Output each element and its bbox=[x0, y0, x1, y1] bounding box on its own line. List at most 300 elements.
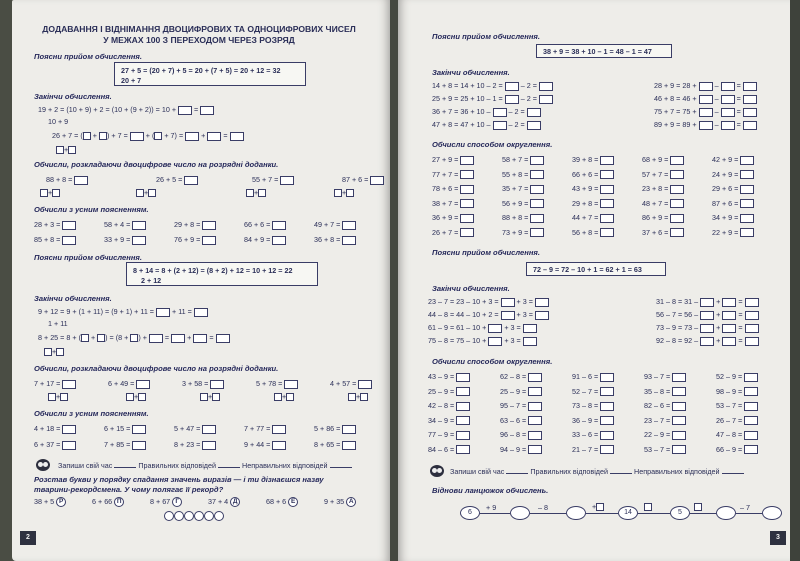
answer-box[interactable] bbox=[694, 503, 702, 511]
answer-box[interactable] bbox=[528, 402, 542, 411]
answer-box[interactable] bbox=[456, 387, 470, 396]
answer-box[interactable] bbox=[528, 387, 542, 396]
answer-box[interactable] bbox=[644, 503, 652, 511]
answer-box[interactable] bbox=[600, 387, 614, 396]
answer-box[interactable] bbox=[207, 132, 221, 141]
answer-box[interactable] bbox=[672, 402, 686, 411]
exercise-item bbox=[644, 445, 686, 455]
exercise-item bbox=[314, 440, 356, 450]
exercise-expr: 8 + 65 = bbox=[314, 440, 341, 449]
instruction-decompose-2: Обчисли, розкладаючи двоцифрове число на розрядні доданки. bbox=[34, 364, 279, 373]
answer-box[interactable] bbox=[670, 199, 684, 208]
answer-box[interactable] bbox=[488, 337, 502, 346]
answer-box[interactable] bbox=[700, 337, 714, 346]
exercise-expr: 42 + 9 = bbox=[712, 155, 739, 164]
exercise-item: 75 – 8 = 75 – 10 + + 3 = bbox=[428, 336, 537, 346]
puzzle-item bbox=[150, 497, 182, 507]
answer-box[interactable] bbox=[132, 441, 146, 450]
chain-arrow bbox=[638, 513, 670, 514]
answer-box[interactable] bbox=[530, 199, 544, 208]
exercise-expr: 42 – 8 = bbox=[428, 401, 455, 410]
answer-box[interactable] bbox=[126, 393, 134, 401]
exercise-item bbox=[500, 387, 542, 397]
answer-box[interactable] bbox=[530, 214, 544, 223]
decompose-split-row: + bbox=[40, 188, 60, 197]
answer-box[interactable] bbox=[156, 308, 170, 317]
answer-box[interactable] bbox=[56, 146, 64, 154]
answer-box[interactable] bbox=[194, 308, 208, 317]
answer-line[interactable] bbox=[610, 467, 632, 474]
decompose-split-row: + bbox=[48, 392, 68, 401]
answer-box[interactable] bbox=[501, 311, 515, 320]
answer-box[interactable] bbox=[212, 393, 220, 401]
answer-box[interactable] bbox=[527, 121, 541, 130]
answer-box[interactable] bbox=[745, 337, 759, 346]
chain-node[interactable] bbox=[566, 506, 586, 520]
answer-box[interactable] bbox=[81, 334, 89, 342]
exercise-expr: 36 + 8 = bbox=[314, 235, 341, 244]
answer-box[interactable] bbox=[596, 503, 604, 511]
exercise-expr: 31 – 8 = 31 – bbox=[656, 297, 699, 306]
answer-box[interactable] bbox=[721, 95, 735, 104]
answer-box[interactable] bbox=[62, 441, 76, 450]
answer-line[interactable] bbox=[330, 461, 352, 468]
answer-box[interactable] bbox=[360, 393, 368, 401]
answer-box[interactable] bbox=[132, 236, 146, 245]
answer-box[interactable] bbox=[740, 214, 754, 223]
answer-box[interactable] bbox=[600, 199, 614, 208]
exercise-item bbox=[500, 372, 542, 382]
exercise-item bbox=[572, 372, 614, 382]
answer-box[interactable] bbox=[672, 387, 686, 396]
exercise-item bbox=[174, 235, 216, 245]
exercise-item bbox=[108, 379, 150, 389]
answer-box[interactable] bbox=[745, 298, 759, 307]
answer-box[interactable] bbox=[600, 445, 614, 454]
answer-box[interactable] bbox=[149, 334, 163, 343]
answer-box[interactable] bbox=[505, 95, 519, 104]
example-split: 20 + 7 bbox=[121, 76, 142, 85]
answer-box[interactable] bbox=[358, 380, 372, 389]
example-frame-2 bbox=[126, 262, 318, 286]
instruction-explain: Поясни прийом обчислення. bbox=[34, 52, 142, 61]
puzzle-letter: Р bbox=[56, 497, 66, 507]
answer-box[interactable] bbox=[272, 441, 286, 450]
chain-node[interactable] bbox=[510, 506, 530, 520]
answer-line[interactable] bbox=[218, 461, 240, 468]
answer-box[interactable] bbox=[670, 170, 684, 179]
answer-box[interactable] bbox=[258, 189, 266, 197]
puzzle-expr: 9 + 35 bbox=[324, 497, 345, 506]
answer-box[interactable] bbox=[539, 95, 553, 104]
answer-box[interactable] bbox=[74, 176, 88, 185]
answer-box[interactable] bbox=[600, 431, 614, 440]
chain-node[interactable] bbox=[716, 506, 736, 520]
answer-box[interactable] bbox=[460, 214, 474, 223]
answer-box[interactable] bbox=[744, 416, 758, 425]
exercise-expr: 22 – 9 = bbox=[644, 430, 671, 439]
answer-box[interactable] bbox=[456, 445, 470, 454]
answer-box[interactable] bbox=[488, 324, 502, 333]
exercise-item bbox=[104, 424, 146, 434]
answer-box[interactable] bbox=[600, 214, 614, 223]
answer-box[interactable] bbox=[284, 380, 298, 389]
page-number: 3 bbox=[770, 531, 786, 545]
answer-box[interactable] bbox=[600, 156, 614, 165]
answer-box[interactable] bbox=[68, 146, 76, 154]
exercise-item bbox=[716, 387, 758, 397]
puzzle-letter: Е bbox=[288, 497, 298, 507]
answer-box[interactable] bbox=[460, 199, 474, 208]
answer-box[interactable] bbox=[178, 106, 192, 115]
exercise-item bbox=[642, 155, 684, 165]
answer-circle[interactable] bbox=[174, 511, 184, 521]
record-label: Запиши свій час bbox=[450, 467, 505, 476]
answer-box[interactable] bbox=[342, 236, 356, 245]
answer-box[interactable] bbox=[600, 373, 614, 382]
puzzle-letter: П bbox=[114, 497, 124, 507]
answer-box[interactable] bbox=[60, 393, 68, 401]
answer-box[interactable] bbox=[272, 425, 286, 434]
answer-box[interactable] bbox=[721, 121, 735, 130]
answer-line[interactable] bbox=[506, 467, 528, 474]
answer-box[interactable] bbox=[528, 445, 542, 454]
exercise-expr: 5 + 47 = bbox=[174, 424, 201, 433]
exercise-expr: 78 + 6 = bbox=[432, 184, 459, 193]
answer-box[interactable] bbox=[493, 121, 507, 130]
answer-box[interactable] bbox=[670, 214, 684, 223]
answer-box[interactable] bbox=[171, 334, 185, 343]
exercise-item bbox=[572, 445, 614, 455]
answer-box[interactable] bbox=[744, 402, 758, 411]
answer-box[interactable] bbox=[200, 393, 208, 401]
answer-circle[interactable] bbox=[184, 511, 194, 521]
answer-box[interactable] bbox=[346, 189, 354, 197]
answer-line[interactable] bbox=[722, 467, 744, 474]
answer-box[interactable] bbox=[530, 156, 544, 165]
answer-box[interactable] bbox=[670, 185, 684, 194]
answer-box[interactable] bbox=[97, 334, 105, 342]
answer-box[interactable] bbox=[460, 185, 474, 194]
correct-label: Правильних відповідей bbox=[530, 467, 609, 476]
exercise-expr: 29 + 8 = bbox=[572, 198, 599, 208]
exercise-item bbox=[502, 184, 544, 194]
answer-box[interactable] bbox=[83, 132, 91, 140]
exercise-item bbox=[572, 387, 614, 397]
answer-box[interactable] bbox=[272, 221, 286, 230]
exercise-expr: 52 – 7 = bbox=[572, 386, 599, 396]
answer-box[interactable] bbox=[202, 425, 216, 434]
exercise-item bbox=[244, 220, 286, 230]
exercise-item: 75 + 7 = 75 + – = bbox=[654, 107, 757, 117]
answer-box[interactable] bbox=[202, 236, 216, 245]
answer-box[interactable] bbox=[672, 431, 686, 440]
answer-box[interactable] bbox=[672, 445, 686, 454]
answer-box[interactable] bbox=[670, 156, 684, 165]
record-row bbox=[58, 461, 352, 470]
exercise-item bbox=[644, 430, 686, 440]
exercise-expr: 77 + 7 = bbox=[432, 169, 459, 179]
exercise-item bbox=[34, 220, 76, 230]
answer-box[interactable] bbox=[185, 132, 199, 141]
exercise-expr: 25 – 9 = bbox=[428, 386, 455, 396]
answer-box[interactable] bbox=[202, 441, 216, 450]
answer-box[interactable] bbox=[505, 82, 519, 91]
exercise-expr: 7 + 85 = bbox=[104, 440, 131, 449]
answer-line[interactable] bbox=[114, 461, 136, 468]
answer-box[interactable] bbox=[456, 431, 470, 440]
instruction-chain: Віднови ланцюжок обчислень. bbox=[432, 486, 549, 495]
record-row bbox=[450, 467, 744, 476]
record-label: Запиши свій час bbox=[58, 461, 113, 470]
answer-box[interactable] bbox=[744, 373, 758, 382]
finish-line-2: 26 + 7 = ( + ) + 7 = + ( + 7) = + = bbox=[52, 131, 244, 141]
answer-box[interactable] bbox=[528, 373, 542, 382]
exercise-expr: 84 – 6 = bbox=[428, 444, 455, 454]
exercise-expr: 25 + 9 = 25 + 10 – 1 = bbox=[432, 94, 503, 103]
answer-box[interactable] bbox=[136, 189, 144, 197]
answer-box[interactable] bbox=[246, 189, 254, 197]
answer-box[interactable] bbox=[700, 298, 714, 307]
answer-box[interactable] bbox=[530, 170, 544, 179]
exercise-item: 47 + 8 = 47 + 10 – – 2 = bbox=[432, 120, 541, 130]
puzzle-letter: Д bbox=[230, 497, 240, 507]
answer-box[interactable] bbox=[280, 176, 294, 185]
answer-box[interactable] bbox=[272, 236, 286, 245]
exercise-item bbox=[502, 213, 544, 223]
answer-box[interactable] bbox=[740, 170, 754, 179]
exercise-item: 25 + 9 = 25 + 10 – 1 = – 2 = bbox=[432, 94, 553, 104]
answer-box[interactable] bbox=[184, 176, 198, 185]
answer-box[interactable] bbox=[130, 334, 138, 342]
answer-box[interactable] bbox=[528, 431, 542, 440]
exercise-item bbox=[712, 184, 754, 194]
exercise-item bbox=[314, 220, 356, 230]
exercise-item bbox=[428, 401, 470, 411]
answer-box[interactable] bbox=[130, 132, 144, 141]
answer-box[interactable] bbox=[699, 121, 713, 130]
answer-box[interactable] bbox=[334, 189, 342, 197]
exercise-expr: 56 – 7 = 56 – bbox=[656, 310, 699, 319]
chain-op: + 9 bbox=[486, 503, 497, 512]
exercise-item bbox=[432, 184, 474, 194]
exercise-expr: 76 + 9 = bbox=[174, 235, 201, 244]
answer-box[interactable] bbox=[740, 185, 754, 194]
answer-box[interactable] bbox=[600, 228, 614, 237]
answer-box[interactable] bbox=[460, 228, 474, 237]
exercise-item bbox=[644, 387, 686, 397]
answer-box[interactable] bbox=[52, 189, 60, 197]
answer-box[interactable] bbox=[456, 402, 470, 411]
answer-box[interactable] bbox=[722, 311, 736, 320]
answer-box[interactable] bbox=[62, 425, 76, 434]
exercise-expr: 23 + 8 = bbox=[642, 184, 669, 193]
exercise-item bbox=[642, 199, 684, 209]
answer-box[interactable] bbox=[744, 387, 758, 396]
answer-box[interactable] bbox=[740, 199, 754, 208]
answer-box[interactable] bbox=[744, 431, 758, 440]
answer-box[interactable] bbox=[743, 108, 757, 117]
exercise-expr: 87 + 6 = bbox=[712, 198, 739, 208]
answer-box[interactable] bbox=[721, 108, 735, 117]
exercise-expr: 43 + 9 = bbox=[572, 184, 599, 193]
exercise-item bbox=[34, 440, 76, 450]
answer-box[interactable] bbox=[62, 380, 76, 389]
decompose-expr: 87 + 6 = bbox=[342, 175, 369, 184]
answer-box[interactable] bbox=[230, 132, 244, 141]
answer-box[interactable] bbox=[154, 132, 162, 140]
answer-box[interactable] bbox=[530, 185, 544, 194]
answer-box[interactable] bbox=[523, 337, 537, 346]
answer-box[interactable] bbox=[740, 156, 754, 165]
answer-box[interactable] bbox=[342, 425, 356, 434]
answer-box[interactable] bbox=[528, 416, 542, 425]
answer-box[interactable] bbox=[721, 82, 735, 91]
exercise-expr: 21 – 7 = bbox=[572, 444, 599, 454]
answer-box[interactable] bbox=[460, 170, 474, 179]
answer-box[interactable] bbox=[600, 185, 614, 194]
answer-box[interactable] bbox=[699, 108, 713, 117]
answer-box[interactable] bbox=[348, 393, 356, 401]
answer-box[interactable] bbox=[743, 121, 757, 130]
answer-box[interactable] bbox=[539, 82, 553, 91]
exercise-expr: 29 + 8 = bbox=[174, 220, 201, 229]
answer-box[interactable] bbox=[286, 393, 294, 401]
answer-box[interactable] bbox=[722, 337, 736, 346]
chain-node: 14 bbox=[618, 506, 638, 520]
exercise-item bbox=[256, 379, 298, 389]
exercise-expr: 57 + 7 = bbox=[642, 169, 669, 179]
answer-box[interactable] bbox=[672, 373, 686, 382]
exercise-expr: 4 + 57 = bbox=[330, 379, 357, 388]
exercise-expr: 28 + 3 = bbox=[34, 220, 61, 229]
answer-box[interactable] bbox=[722, 324, 736, 333]
finish-split-3: 1 + 11 bbox=[48, 319, 68, 328]
answer-box[interactable] bbox=[48, 393, 56, 401]
answer-box[interactable] bbox=[62, 236, 76, 245]
decompose-split-row: + bbox=[274, 392, 294, 401]
answer-box[interactable] bbox=[743, 95, 757, 104]
exercise-item bbox=[432, 199, 474, 209]
exercise-expr: 5 + 86 = bbox=[314, 424, 341, 433]
answer-box[interactable] bbox=[600, 402, 614, 411]
puzzle-answer-boxes bbox=[164, 511, 224, 521]
answer-circle[interactable] bbox=[194, 511, 204, 521]
answer-box[interactable] bbox=[132, 221, 146, 230]
answer-box[interactable] bbox=[216, 334, 230, 343]
answer-box[interactable] bbox=[493, 108, 507, 117]
answer-box[interactable] bbox=[56, 348, 64, 356]
decompose-expr: 88 + 8 = bbox=[46, 175, 73, 184]
instruction-oral: Обчисли з усним поясненням. bbox=[34, 205, 149, 214]
answer-box[interactable] bbox=[722, 298, 736, 307]
exercise-expr: 85 + 8 = bbox=[34, 235, 61, 244]
answer-box[interactable] bbox=[600, 416, 614, 425]
answer-box[interactable] bbox=[527, 108, 541, 117]
answer-box[interactable] bbox=[40, 189, 48, 197]
answer-box[interactable] bbox=[740, 228, 754, 237]
decompose-item bbox=[342, 175, 384, 185]
exercise-expr: 35 – 8 = bbox=[644, 386, 671, 396]
answer-box[interactable] bbox=[456, 416, 470, 425]
answer-box[interactable] bbox=[535, 311, 549, 320]
answer-box[interactable] bbox=[501, 298, 515, 307]
exercise-item bbox=[502, 170, 544, 180]
exercise-expr: 38 + 7 = bbox=[432, 198, 459, 208]
answer-box[interactable] bbox=[99, 132, 107, 140]
exercise-item bbox=[642, 170, 684, 180]
answer-circle[interactable] bbox=[214, 511, 224, 521]
answer-box[interactable] bbox=[456, 373, 470, 382]
finish-expr-4: 8 + 25 = 8 + ( bbox=[38, 333, 81, 342]
page-subtitle: У МЕЖАХ 100 З ПЕРЕХОДОМ ЧЕРЕЗ РОЗРЯД bbox=[103, 35, 295, 45]
answer-box[interactable] bbox=[210, 380, 224, 389]
answer-box[interactable] bbox=[274, 393, 282, 401]
answer-box[interactable] bbox=[138, 393, 146, 401]
answer-box[interactable] bbox=[200, 106, 214, 115]
instruction-finish-2: Закінчи обчислення. bbox=[34, 294, 112, 303]
wrong-label: Неправильних відповідей bbox=[634, 467, 720, 476]
example-frame bbox=[114, 62, 306, 86]
answer-box[interactable] bbox=[699, 82, 713, 91]
answer-box[interactable] bbox=[672, 416, 686, 425]
page-title: ДОДАВАННЯ І ВІДНІМАННЯ ДВОЦИФРОВИХ ТА ОДНОЦИФРОВИХ ЧИСЕЛ bbox=[42, 24, 356, 34]
exercise-expr: 23 – 7 = bbox=[644, 415, 671, 425]
exercise-item: 14 + 8 = 14 + 10 – 2 = – 2 = bbox=[432, 81, 553, 91]
instruction-decompose: Обчисли, розкладаючи двоцифрове число на розрядні доданки. bbox=[34, 160, 279, 169]
answer-box[interactable] bbox=[460, 156, 474, 165]
exercise-item bbox=[428, 387, 470, 397]
answer-box[interactable] bbox=[62, 221, 76, 230]
exercise-expr: 96 – 8 = bbox=[500, 430, 527, 439]
answer-box[interactable] bbox=[600, 170, 614, 179]
exercise-item: 31 – 8 = 31 – + = bbox=[656, 297, 759, 307]
answer-box[interactable] bbox=[132, 425, 146, 434]
exercise-item bbox=[644, 401, 686, 411]
answer-box[interactable] bbox=[700, 324, 714, 333]
answer-box[interactable] bbox=[745, 311, 759, 320]
answer-box[interactable] bbox=[193, 334, 207, 343]
answer-box[interactable] bbox=[370, 176, 384, 185]
chain-node[interactable] bbox=[762, 506, 782, 520]
answer-box[interactable] bbox=[342, 441, 356, 450]
answer-box[interactable] bbox=[744, 445, 758, 454]
puzzle-letter: А bbox=[346, 497, 356, 507]
chain-op: – 8 bbox=[538, 503, 548, 512]
answer-box[interactable] bbox=[743, 82, 757, 91]
answer-box[interactable] bbox=[148, 189, 156, 197]
answer-box[interactable] bbox=[670, 228, 684, 237]
instruction-oral-2: Обчисли з усним поясненням. bbox=[34, 409, 149, 418]
answer-box[interactable] bbox=[202, 221, 216, 230]
answer-box[interactable] bbox=[136, 380, 150, 389]
decompose-split-row: + bbox=[136, 188, 156, 197]
instruction-explain: Поясни прийом обчислення. bbox=[432, 32, 540, 41]
answer-box[interactable] bbox=[44, 348, 52, 356]
answer-circle[interactable] bbox=[164, 511, 174, 521]
answer-box[interactable] bbox=[700, 311, 714, 320]
answer-circle[interactable] bbox=[204, 511, 214, 521]
chain-op: – 7 bbox=[740, 503, 750, 512]
exercise-item bbox=[428, 445, 470, 455]
exercise-expr: 9 + 44 = bbox=[244, 440, 271, 449]
answer-box[interactable] bbox=[342, 221, 356, 230]
answer-box[interactable] bbox=[745, 324, 759, 333]
answer-box[interactable] bbox=[523, 324, 537, 333]
answer-box[interactable] bbox=[699, 95, 713, 104]
answer-box[interactable] bbox=[535, 298, 549, 307]
answer-box[interactable] bbox=[530, 228, 544, 237]
